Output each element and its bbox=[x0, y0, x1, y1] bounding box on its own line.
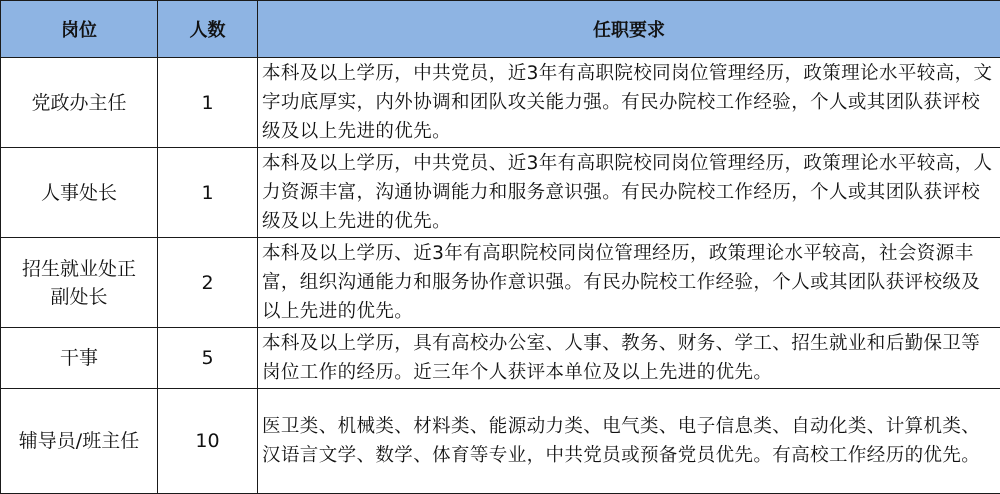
position-cell: 人事处长 bbox=[1, 148, 158, 238]
count-cell: 10 bbox=[158, 389, 258, 494]
table-row bbox=[1, 58, 1000, 148]
header-requirements: 任职要求 bbox=[258, 1, 1000, 58]
header-count: 人数 bbox=[158, 1, 258, 58]
requirements-cell: 本科及以上学历，中共党员、近3年有高职院校同岗位管理经历，政策理论水平较高，人力资源丰富，沟通协调能力和服务意识强。有民办院校工作经历，个人或其团队获评校级及以上先进的优先。 bbox=[258, 148, 1000, 238]
position-cell: 党政办主任 bbox=[1, 58, 158, 148]
position-cell bbox=[1, 238, 158, 328]
table-row bbox=[1, 238, 1000, 328]
table-row bbox=[1, 148, 1000, 238]
count-cell: 2 bbox=[158, 238, 258, 328]
requirements-cell: 医卫类、机械类、材料类、能源动力类、电气类、电子信息类、自动化类、计算机类、汉语言文学、数学、体育等专业，中共党员或预备党员优先。有高校工作经历的优先。 bbox=[258, 389, 1000, 494]
position-cell: 干事 bbox=[1, 328, 158, 389]
count-cell: 1 bbox=[158, 58, 258, 148]
requirements-cell: 本科及以上学历，中共党员，近3年有高职院校同岗位管理经历，政策理论水平较高，文字功底厚实，内外协调和团队攻关能力强。有民办院校工作经验，个人或其团队获评校级及以上先进的优先。 bbox=[258, 58, 1000, 148]
table-row bbox=[1, 328, 1000, 389]
requirements-cell: 本科及以上学历、近3年有高职院校同岗位管理经历，政策理论水平较高，社会资源丰富，组织沟通能力和服务协作意识强。有民办院校工作经验，个人或其团队获评校级及以上先进的优先。 bbox=[258, 238, 1000, 328]
header-position: 岗位 bbox=[1, 1, 158, 58]
count-cell: 1 bbox=[158, 148, 258, 238]
count-cell: 5 bbox=[158, 328, 258, 389]
table-row bbox=[1, 389, 1000, 494]
table-header-row bbox=[1, 1, 1000, 58]
requirements-cell: 本科及以上学历，具有高校办公室、人事、教务、财务、学工、招生就业和后勤保卫等岗位工作的经历。近三年个人获评本单位及以上先进的优先。 bbox=[258, 328, 1000, 389]
position-cell: 辅导员/班主任 bbox=[1, 389, 158, 494]
position-label: 招生就业处正副处长 bbox=[21, 255, 137, 311]
